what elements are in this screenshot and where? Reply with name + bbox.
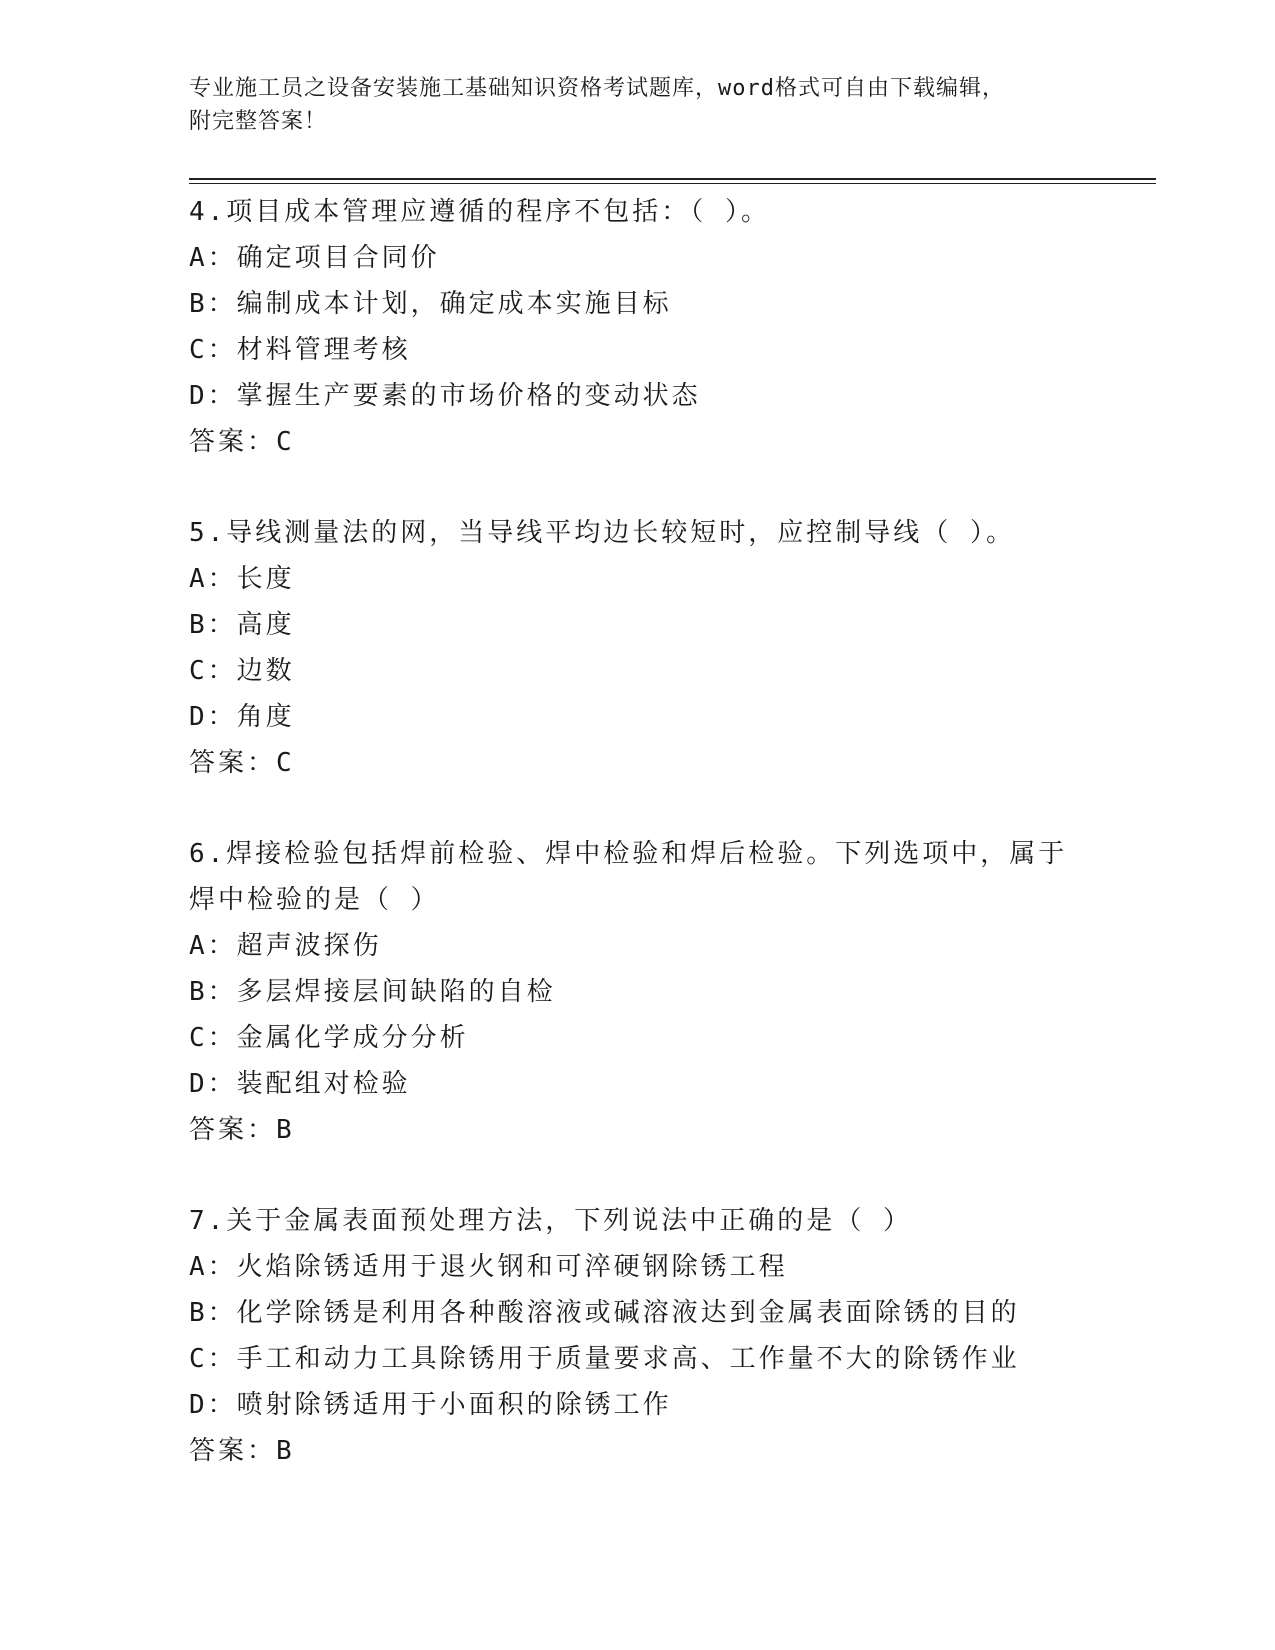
answer-text: 答案：C <box>189 748 295 778</box>
header-line-1: 专业施工员之设备安装施工基础知识资格考试题库，word格式可自由下载编辑， <box>189 76 1005 101</box>
answer-text: 答案：C <box>189 427 295 457</box>
option-b: B：化学除锈是利用各种酸溶液或碱溶液达到金属表面除锈的目的 <box>189 1298 1020 1328</box>
option-a: A：长度 <box>189 564 295 594</box>
option-b: B：编制成本计划，确定成本实施目标 <box>189 289 672 319</box>
answer-text: 答案：B <box>189 1115 295 1145</box>
answer-text: 答案：B <box>189 1436 295 1466</box>
question-item <box>189 189 1156 465</box>
option-a: A：超声波探伤 <box>189 931 382 961</box>
question-title: 6.焊接检验包括焊前检验、焊中检验和焊后检验。下列选项中，属于焊中检验的是（ ） <box>189 839 1068 915</box>
option-b: B：多层焊接层间缺陷的自检 <box>189 977 556 1007</box>
question-item <box>189 510 1156 786</box>
header-line-2: 附完整答案！ <box>189 109 328 134</box>
question-item <box>189 1198 1156 1474</box>
option-d: D：掌握生产要素的市场价格的变动状态 <box>189 381 701 411</box>
header-divider-thin <box>189 183 1156 184</box>
option-c: C：金属化学成分分析 <box>189 1023 469 1053</box>
option-d: D：角度 <box>189 702 295 732</box>
header-divider-thick <box>189 178 1156 180</box>
option-a: A：火焰除锈适用于退火钢和可淬硬钢除锈工程 <box>189 1252 788 1282</box>
option-c: C：材料管理考核 <box>189 335 411 365</box>
option-a: A：确定项目合同价 <box>189 243 440 273</box>
question-title: 7.关于金属表面预处理方法，下列说法中正确的是（ ） <box>189 1206 912 1236</box>
question-item <box>189 831 1156 1153</box>
document-header <box>189 72 1089 138</box>
question-title: 5.导线测量法的网，当导线平均边长较短时，应控制导线（ ）。 <box>189 518 1015 548</box>
option-d: D：喷射除锈适用于小面积的除锈工作 <box>189 1390 672 1420</box>
question-title: 4.项目成本管理应遵循的程序不包括：（ ）。 <box>189 197 770 227</box>
option-b: B：高度 <box>189 610 295 640</box>
option-d: D：装配组对检验 <box>189 1069 411 1099</box>
option-c: C：手工和动力工具除锈用于质量要求高、工作量不大的除锈作业 <box>189 1344 1020 1374</box>
option-c: C：边数 <box>189 656 295 686</box>
question-list <box>189 189 1156 1474</box>
